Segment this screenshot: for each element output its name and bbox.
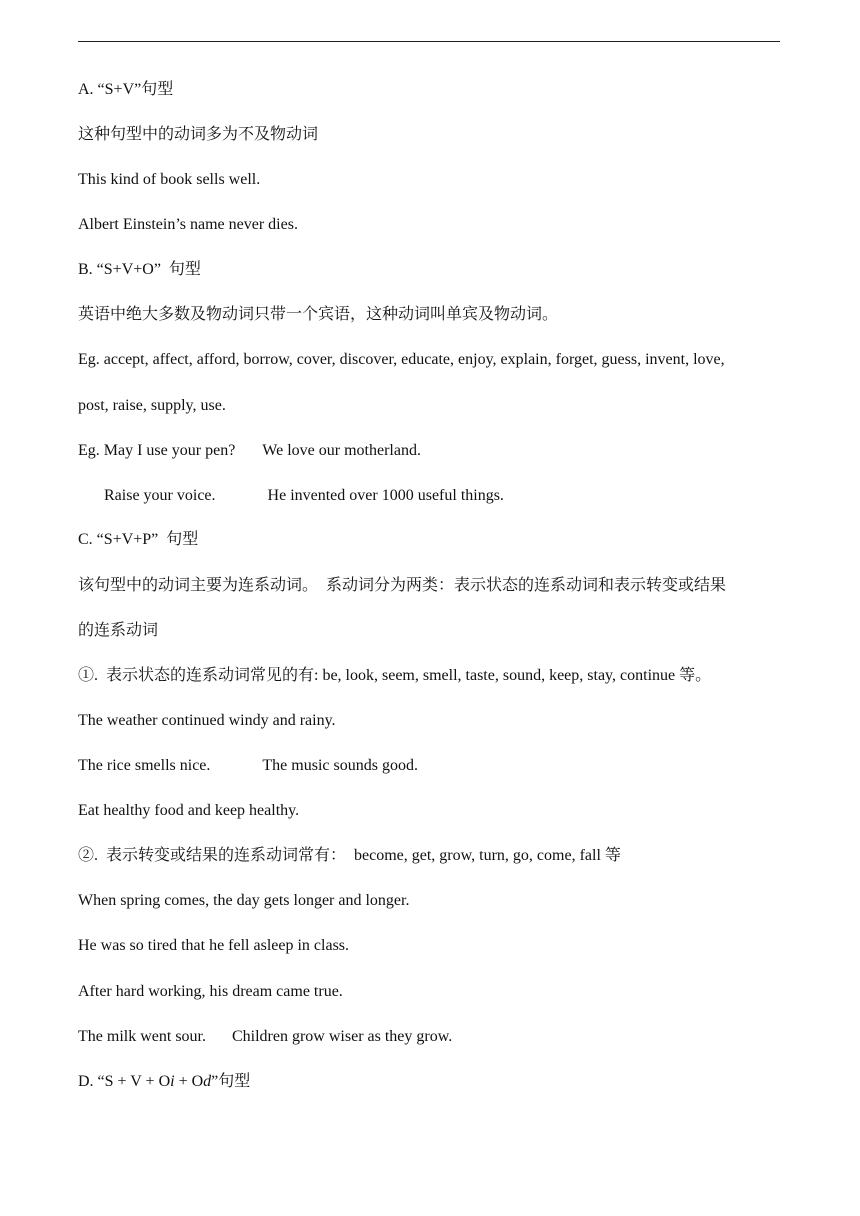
section-b-example-1a: Eg. May I use your pen? <box>78 442 236 459</box>
section-c-state-verbs: ①. 表示状态的连系动词常见的有: be, look, seem, smell, taste, sound, keep, stay, continue 等。 <box>78 667 712 684</box>
section-c-state-example-2b: The music sounds good. <box>262 757 418 774</box>
section-c-change-example-4b: Children grow wiser as they grow. <box>231 1028 453 1045</box>
section-c-state-example-2a: The rice smells nice. <box>78 757 211 774</box>
section-b-verb-list-line-1: Eg. accept, affect, afford, borrow, cover, discover, educate, enjoy, explain, forget, guess, invent, love, <box>78 351 725 368</box>
section-c-change-example-4a: The milk went sour. <box>78 1028 206 1045</box>
section-a-heading: A. “S+V”句型 <box>78 81 174 98</box>
section-c-change-example-3: After hard working, his dream came true. <box>78 983 343 1000</box>
section-d-heading: D. “S + V + Oi + Od”句型 <box>78 1073 251 1090</box>
section-b-example-row-1 <box>78 441 421 461</box>
section-c-state-example-1: The weather continued windy and rainy. <box>78 712 336 729</box>
section-b-description: 英语中绝大多数及物动词只带一个宾语，这种动词叫单宾及物动词。 <box>78 306 559 323</box>
header-rule <box>78 41 780 42</box>
section-c-description-line-2: 的连系动词 <box>78 622 159 639</box>
section-b-example-row-2 <box>104 486 504 506</box>
section-a-example-1: This kind of book sells well. <box>78 171 261 188</box>
section-c-description-line-1: 该句型中的动词主要为连系动词。 系动词分为两类：表示状态的连系动词和表示转变或结果 <box>78 577 727 594</box>
section-b-example-2a: Raise your voice. <box>104 487 216 504</box>
section-b-verb-list-line-2: post, raise, supply, use. <box>78 397 226 414</box>
section-b-example-2b: He invented over 1000 useful things. <box>267 487 504 504</box>
section-c-change-example-2: He was so tired that he fell asleep in class. <box>78 937 350 954</box>
section-b-example-1b: We love our motherland. <box>262 442 421 459</box>
section-a-example-2: Albert Einstein’s name never dies. <box>78 216 298 233</box>
section-c-state-example-3: Eat healthy food and keep healthy. <box>78 802 300 819</box>
section-c-change-example-row-4 <box>78 1027 452 1047</box>
section-c-heading: C. “S+V+P” 句型 <box>78 531 199 548</box>
section-c-state-example-row-2 <box>78 756 418 776</box>
section-a-description: 这种句型中的动词多为不及物动词 <box>78 126 319 143</box>
section-c-change-example-1: When spring comes, the day gets longer and longer. <box>78 892 410 909</box>
section-b-heading: B. “S+V+O” 句型 <box>78 261 201 278</box>
section-c-change-verbs: ②. 表示转变或结果的连系动词常有： become, get, grow, turn, go, come, fall 等 <box>78 847 621 864</box>
